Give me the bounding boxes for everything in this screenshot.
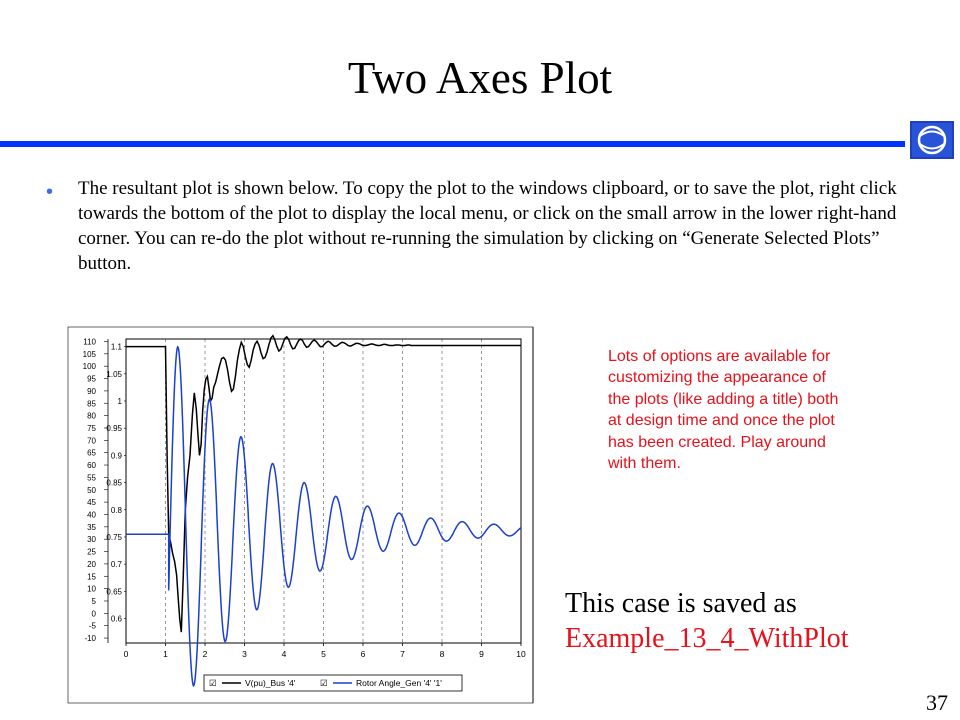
x-tick-label: 3: [242, 649, 247, 659]
left-tick-label: 110: [83, 337, 96, 347]
saved-case-name: Example_13_4_WithPlot: [565, 623, 849, 654]
slide-title: Two Axes Plot: [347, 53, 613, 103]
right-tick-label: 0.7: [110, 560, 122, 570]
x-tick-label: 9: [479, 649, 484, 659]
plot-window-border: [68, 327, 533, 703]
x-tick-label: 8: [439, 649, 445, 659]
page-number: 37: [926, 690, 948, 715]
left-tick-label: 35: [87, 522, 96, 532]
x-tick-label: 10: [516, 649, 526, 659]
right-tick-label: 1.05: [106, 369, 122, 379]
right-tick-label: 0.65: [106, 587, 122, 597]
saved-case-label: This case is saved as: [565, 588, 797, 619]
right-tick-label: 1.1: [110, 342, 122, 352]
left-tick-label: 10: [87, 584, 96, 594]
left-tick-label: 65: [87, 448, 96, 458]
left-tick-label: 40: [87, 510, 96, 520]
left-tick-label: 85: [87, 399, 96, 409]
x-tick-label: 4: [281, 649, 287, 659]
right-tick-label: 0.75: [106, 532, 122, 542]
x-tick-label: 5: [321, 649, 326, 659]
right-tick-label: 1: [117, 396, 122, 406]
bullet-marker: •: [46, 181, 54, 203]
left-tick-label: 30: [87, 535, 96, 545]
legend[interactable]: [204, 675, 462, 691]
x-tick-label: 2: [202, 649, 208, 659]
left-tick-label: 90: [87, 386, 96, 396]
left-tick-label: 75: [87, 423, 96, 433]
right-tick-label: 0.9: [110, 451, 122, 461]
left-tick-label: 60: [87, 461, 96, 471]
x-tick-label: 6: [360, 649, 366, 659]
legend-checkbox-1[interactable]: ☑: [209, 678, 217, 688]
x-tick-label: 1: [163, 649, 168, 659]
x-tick-label: 7: [400, 649, 405, 659]
left-tick-label: 95: [87, 374, 96, 384]
right-tick-label: 0.8: [110, 505, 122, 515]
left-tick-label: 55: [87, 473, 96, 483]
options-note: Lots of options are available for customizing the appearance of the plots (like adding a title) both at design time and once the plot has been created. Play around with them.: [608, 348, 839, 473]
legend-checkbox-2[interactable]: ☑: [320, 678, 328, 688]
right-tick-label: 0.95: [106, 424, 122, 434]
left-tick-label: 5: [91, 596, 96, 606]
legend-label-1: V(pu)_Bus '4': [245, 678, 296, 688]
left-tick-label: 20: [87, 559, 96, 569]
left-tick-label: 0: [91, 609, 96, 619]
left-tick-label: -5: [88, 621, 96, 631]
left-tick-label: 15: [87, 572, 96, 582]
left-tick-label: 105: [82, 349, 96, 359]
left-tick-label: 80: [87, 411, 96, 421]
left-tick-label: -10: [84, 634, 96, 644]
left-tick-label: 100: [82, 362, 96, 372]
left-tick-label: 45: [87, 498, 96, 508]
right-tick-label: 0.85: [106, 478, 122, 488]
legend-label-2: Rotor Angle_Gen '4' '1': [356, 678, 442, 688]
bullet-paragraph: The resultant plot is shown below. To copy the plot to the windows clipboard, or to save the plot, right click towards the bottom of the plot to display the local menu, or click on the small arrow in the lower right-hand corner. You can re-do the plot without re-running the simulation by clicking on “Generate Selected Plots” button.: [78, 178, 897, 274]
x-tick-label: 0: [123, 649, 129, 659]
left-tick-label: 70: [87, 436, 96, 446]
left-tick-label: 50: [87, 485, 96, 495]
right-tick-label: 0.6: [110, 614, 122, 624]
left-tick-label: 25: [87, 547, 96, 557]
